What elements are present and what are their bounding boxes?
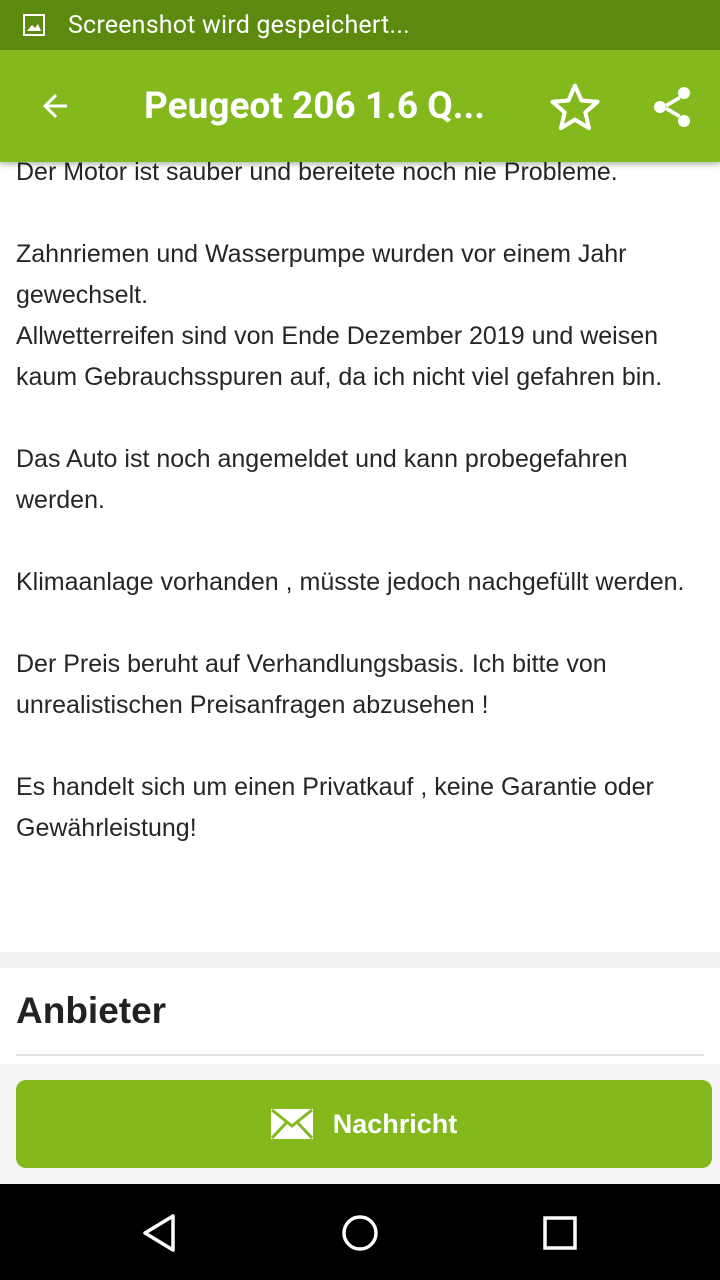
message-button[interactable] [16,1080,712,1168]
nav-home-icon[interactable] [339,1212,381,1254]
description-paragraph [16,603,716,644]
description-paragraph: Es handelt sich um einen Privatkauf , keine Garantie oder Gewährleistung! [16,773,654,842]
nav-back-icon[interactable] [139,1212,181,1254]
description-paragraph: Zahnriemen und Wasserpumpe wurden vor einem Jahr gewechselt. [16,240,627,309]
share-button[interactable] [648,82,696,132]
back-button[interactable] [0,50,110,162]
status-bar [0,0,720,50]
description-text [16,162,716,849]
bottom-action-bar [0,1064,720,1184]
message-button-label: Nachricht [332,1108,458,1139]
description-paragraph [16,726,716,767]
description-paragraph: Klimaanlage vorhanden , müsste jedoch nachgefüllt werden. [16,568,685,596]
seller-section [0,968,720,1064]
image-icon [22,13,46,37]
system-nav-bar [0,1184,720,1280]
envelope-icon [271,1109,313,1139]
listing-description [0,162,720,952]
section-divider [0,952,720,968]
description-paragraph: Der Preis beruht auf Verhandlungsbasis. Ich bitte von unrealistischen Preisanfragen abzusehen ! [16,650,607,719]
seller-heading: Anbieter [16,990,167,1031]
share-icon [654,87,690,127]
app-bar [0,50,720,162]
divider [16,1054,704,1056]
page-title: Peugeot 206 1.6 Q... [144,84,486,128]
description-paragraph [16,521,716,562]
nav-recents-icon[interactable] [539,1212,581,1254]
description-paragraph: Der Motor ist sauber und bereitete noch nie Probleme. [16,162,618,186]
favorite-button[interactable] [545,80,605,134]
status-text: Screenshot wird gespeichert... [68,10,410,40]
arrow-left-icon [37,88,73,124]
description-paragraph [16,398,716,439]
description-paragraph: Das Auto ist noch angemeldet und kann probegefahren werden. [16,445,628,514]
description-paragraph [16,193,716,234]
star-outline-icon [553,86,598,129]
description-paragraph: Allwetterreifen sind von Ende Dezember 2019 und weisen kaum Gebrauchsspuren auf, da ich nicht viel gefahren bin. [16,322,663,391]
